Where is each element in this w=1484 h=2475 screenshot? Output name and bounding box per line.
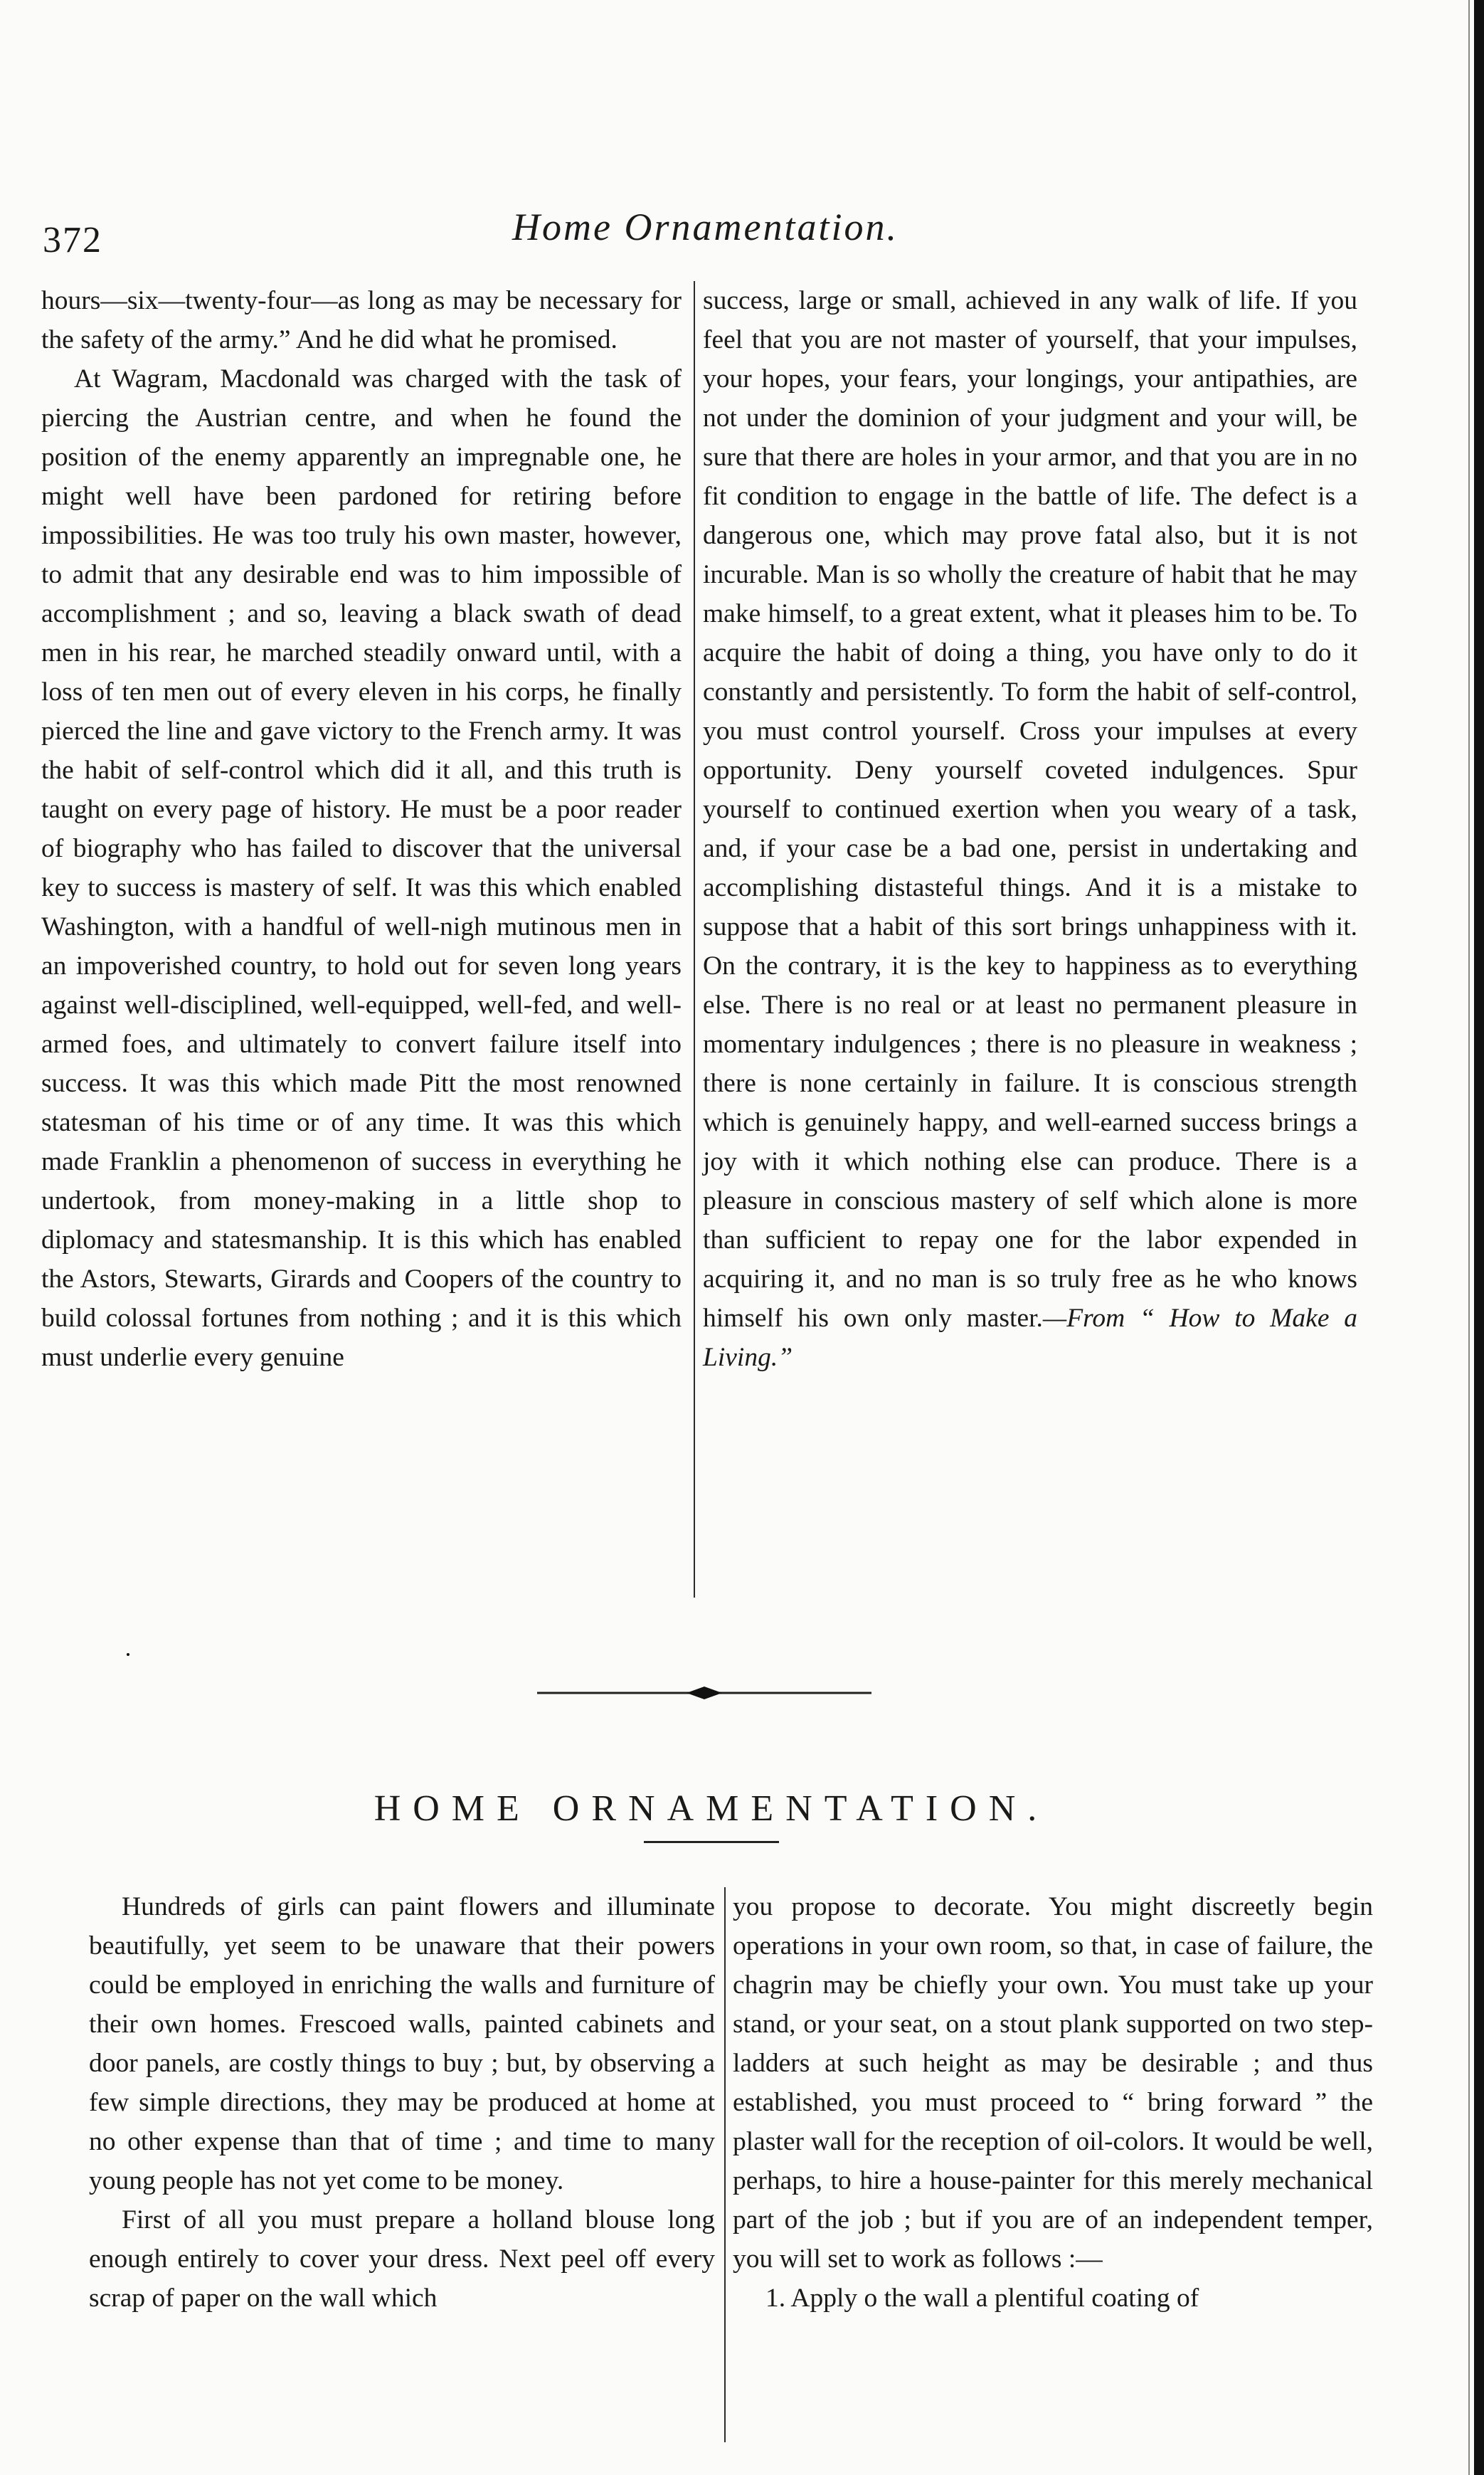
margin-speck bbox=[1477, 1281, 1481, 1289]
paragraph bbox=[703, 281, 1357, 1377]
paragraph: First of all you must prepare a holland blouse long enough entirely to cover your dress. Next peel off every scrap of paper on the wall which bbox=[89, 2205, 715, 2313]
home-ornamentation-right-column bbox=[733, 1887, 1373, 2318]
section-title-underline bbox=[644, 1841, 779, 1843]
running-head: Home Ornamentation. bbox=[512, 206, 899, 248]
paragraph: At Wagram, Macdonald was charged with the task of piercing the Austrian centre, and when he found the position of the enemy apparently an impregnable one, he might well have been pardoned for retiring before impossibilities. He was too truly his own master, however, to admit that any desirable end was to him impossible of accomplishment ; and so, leaving a black swath of dead men in his rear, he marched steadily onward until, with a loss of ten men out of every eleven in his corps, he finally pierced the line and gave victory to the French army. It was the habit of self-control which did it all, and this truth is taught on every page of history. He must be a poor reader of biography who has failed to discover that the universal key to success is mastery of self. It was this which enabled Washington, with a handful of well-nigh mutinous men in an impoverished country, to hold out for seven long years against well-disciplined, well-equipped, well-fed, and well-armed foes, and ultimately to convert failure itself into success. It was this which made Pitt the most renowned statesman of his time or of any time. It was this which made Franklin a phenomenon of success in everything he undertook, from money-making in a little shop to diplomacy and statesmanship. It is this which has enabled the Astors, Stewarts, Girards and Coopers of the country to build colossal fortunes from nothing ; and it is this which must underlie every genuine bbox=[41, 364, 682, 1372]
page-edge-line bbox=[1468, 0, 1470, 2475]
column-rule bbox=[694, 281, 695, 1598]
article-continued-left-column bbox=[41, 281, 682, 1377]
paragraph-text: success, large or small, achieved in any walk of life. If you feel that you are not master of yourself, that your impulses, your hopes, your fears, your longings, your antipathies, are not under the dominion of your judgment and your will, be sure that there are holes in your armor, and that you are in no fit condition to engage in the battle of life. The defect is a dangerous one, which may prove fatal also, but it is not incurable. Man is so wholly the creature of habit that he may make himself, to a great extent, what it pleases him to be. To acquire the habit of doing a thing, you have only to do it constantly and persistently. To form the habit of self-control, you must control yourself. Cross your impulses at every opportunity. Deny yourself coveted indulgences. Spur yourself to continued exertion when you weary of a task, and, if your case be a bad one, persist in undertaking and accomplishing distasteful things. And it is a mistake to suppose that a habit of this sort brings unhappiness with it. On the contrary, it is the key to happiness as to everything else. There is no real or at least no permanent pleasure in momentary indulgences ; there is no pleasure in weakness ; there is none certainly in failure. It is conscious strength which is genuinely happy, and well-earned success brings a joy with it which nothing else can produce. There is a pleasure in conscious mastery of self which alone is more than sufficient to repay one for the labor expended in acquiring it, and no man is so truly free as he who knows himself his own only master. bbox=[703, 286, 1357, 1333]
paragraph: you propose to decorate. You might discreetly begin operations in your own room, so that, in case of failure, the chagrin may be chiefly your own. You must take up your stand, or your seat, on a stout plank supported on two step-ladders at such height as may be desirable ; and thus established, you must proceed to “ bring forward ” the plaster wall for the reception of oil-colors. It would be well, perhaps, to hire a house-painter for this merely mechanical part of the job ; but if you are of an independent temper, you will set to work as follows :— bbox=[733, 1892, 1373, 2274]
paragraph: Hundreds of girls can paint flowers and illuminate beautifully, yet seem to be unaware that their powers could be employed in enriching the walls and furniture of their own homes. Frescoed walls, painted cabinets and door panels, are costly things to buy ; but, by observing a few simple directions, they may be produced at home at no other expense than that of time ; and time to many young people has not yet come to be money. bbox=[89, 1892, 715, 2195]
margin-speck bbox=[1474, 1062, 1481, 1069]
section-divider-ornament bbox=[537, 1684, 871, 1701]
page-header bbox=[43, 191, 1366, 269]
paragraph: 1. Apply o the wall a plentiful coating of bbox=[765, 2284, 1199, 2313]
column-rule bbox=[724, 1887, 726, 2442]
source-prefix: —From bbox=[1042, 1304, 1125, 1333]
paragraph: hours—six—twenty-four—as long as may be necessary for the safety of the army.” And he did what he promised. bbox=[41, 286, 682, 354]
source-title: “ How to Make a Living.” bbox=[703, 1304, 1357, 1372]
home-ornamentation-left-column bbox=[89, 1887, 715, 2318]
section-title: HOME ORNAMENTATION. bbox=[373, 1788, 1049, 1829]
page-number: 372 bbox=[43, 220, 102, 260]
margin-speck bbox=[127, 1653, 129, 1656]
article-continued-right-column bbox=[703, 281, 1357, 1377]
page-edge-shadow bbox=[1474, 0, 1484, 2475]
margin-speck bbox=[1476, 619, 1481, 629]
